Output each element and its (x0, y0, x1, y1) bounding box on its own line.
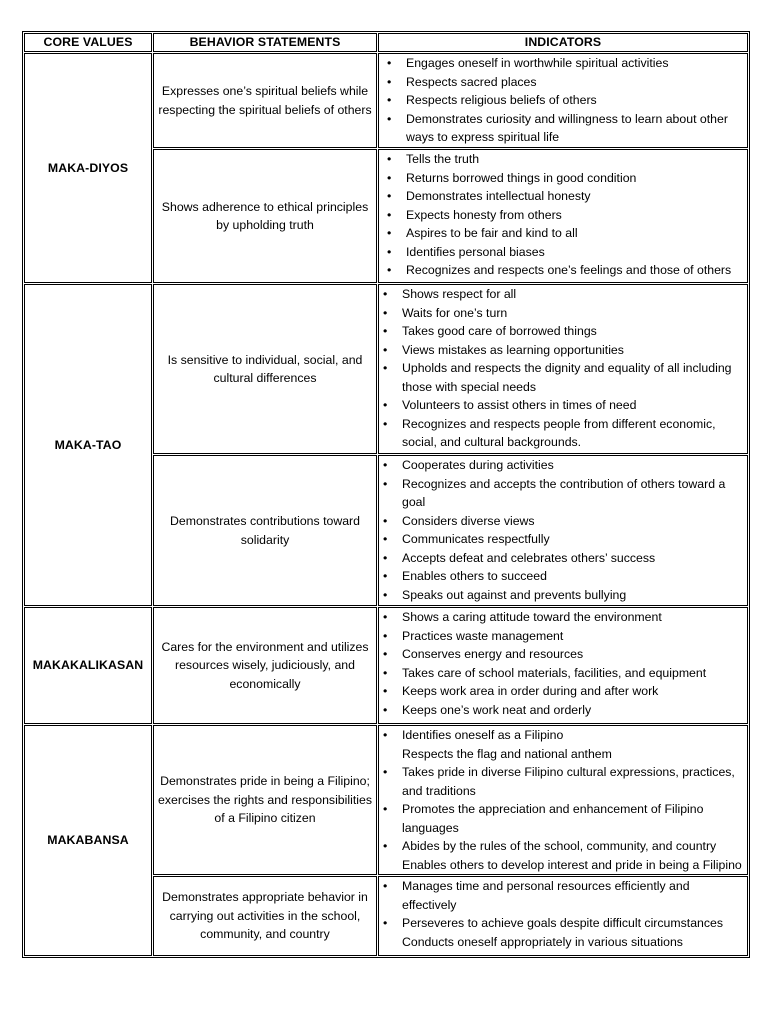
core-value-cell: MAKA-DIYOS (24, 53, 152, 283)
behavior-statement-cell: Expresses one’s spiritual beliefs while respecting the spiritual beliefs of others (153, 53, 377, 148)
indicator-item: • Enables others to succeed (379, 567, 747, 586)
indicators-cell (378, 455, 748, 606)
indicator-item: • Recognizes and accepts the contribution of others toward a goal (379, 475, 747, 512)
core-value-cell: MAKAKALIKASAN (24, 607, 152, 724)
indicator-item: • Upholds and respects the dignity and equality of all including those with special needs (379, 359, 747, 396)
indicator-item: • Communicates respectfully (379, 530, 747, 549)
indicators-cell (378, 607, 748, 724)
indicator-item: • Accepts defeat and celebrates others’ success (379, 549, 747, 568)
header-behavior-statements: BEHAVIOR STATEMENTS (153, 33, 377, 52)
behavior-statement-cell: Cares for the environment and utilizes resources wisely, judiciously, and economically (153, 607, 377, 724)
indicator-item: • Keeps one’s work neat and orderly (379, 701, 747, 720)
indicator-item: • Volunteers to assist others in times of need (379, 396, 747, 415)
indicator-item: • Respects religious beliefs of others (379, 91, 747, 110)
indicator-item: • Recognizes and respects people from different economic, social, and cultural backgrounds. (379, 415, 747, 452)
indicators-cell (378, 53, 748, 148)
indicator-item: • Perseveres to achieve goals despite difficult circumstances (379, 914, 747, 933)
indicator-item: • Recognizes and respects one’s feelings and those of others (379, 261, 747, 280)
indicator-item: Respects the flag and national anthem (402, 746, 612, 761)
indicator-item: • Manages time and personal resources efficiently and effectively (379, 877, 747, 914)
table-row (24, 725, 748, 875)
indicator-item: • Demonstrates intellectual honesty (379, 187, 747, 206)
indicator-item: • Identifies personal biases (379, 243, 747, 262)
header-indicators: INDICATORS (378, 33, 748, 52)
indicator-item: • Respects sacred places (379, 73, 747, 92)
indicator-item: • Takes care of school materials, facilities, and equipment (379, 664, 747, 683)
indicator-item: • Conserves energy and resources (379, 645, 747, 664)
indicator-item: • Tells the truth (379, 150, 747, 169)
indicators-cell (378, 725, 748, 875)
behavior-statement-cell: Demonstrates pride in being a Filipino; exercises the rights and responsibilities of a Filipino citizen (153, 725, 377, 875)
table-row (24, 607, 748, 724)
indicator-item: • Shows respect for all (379, 285, 747, 304)
indicator-item: • Cooperates during activities (379, 456, 747, 475)
indicator-item: • Takes good care of borrowed things (379, 322, 747, 341)
header-core-values: CORE VALUES (24, 33, 152, 52)
core-value-cell: MAKA-TAO (24, 284, 152, 606)
indicator-item: • Demonstrates curiosity and willingness to learn about other ways to express spiritual life (379, 110, 747, 147)
indicator-item: • Expects honesty from others (379, 206, 747, 225)
table-row (24, 53, 748, 148)
indicators-cell (378, 284, 748, 454)
behavior-statement-cell: Demonstrates contributions toward solidarity (153, 455, 377, 606)
indicators-cell (378, 876, 748, 956)
indicator-item: • Takes pride in diverse Filipino cultural expressions, practices, and traditions (379, 763, 747, 800)
indicator-item: • Waits for one’s turn (379, 304, 747, 323)
indicators-cell (378, 149, 748, 283)
indicator-item: • Views mistakes as learning opportunities (379, 341, 747, 360)
behavior-statement-cell: Is sensitive to individual, social, and cultural differences (153, 284, 377, 454)
indicator-item: • Abides by the rules of the school, community, and country (379, 837, 747, 856)
indicator-item: • Aspires to be fair and kind to all (379, 224, 747, 243)
indicator-item: Enables others to develop interest and pride in being a Filipino (402, 857, 742, 872)
behavior-statement-cell: Shows adherence to ethical principles by upholding truth (153, 149, 377, 283)
indicator-item: • Shows a caring attitude toward the environment (379, 608, 747, 627)
table-row (24, 284, 748, 454)
indicator-item: • Keeps work area in order during and after work (379, 682, 747, 701)
indicator-item: • Speaks out against and prevents bullying (379, 586, 747, 605)
indicator-item: • Considers diverse views (379, 512, 747, 531)
indicator-item: • Identifies oneself as a Filipino (379, 726, 747, 745)
indicator-item: • Returns borrowed things in good condition (379, 169, 747, 188)
core-value-cell: MAKABANSA (24, 725, 152, 956)
core-values-document (22, 31, 750, 958)
indicator-item: Conducts oneself appropriately in various situations (402, 934, 683, 949)
header-row (24, 33, 748, 52)
indicator-item: • Practices waste management (379, 627, 747, 646)
behavior-statement-cell: Demonstrates appropriate behavior in carrying out activities in the school, community, and country (153, 876, 377, 956)
core-values-table (22, 31, 750, 958)
indicator-item: • Promotes the appreciation and enhancement of Filipino languages (379, 800, 747, 837)
indicator-item: • Engages oneself in worthwhile spiritual activities (379, 54, 747, 73)
